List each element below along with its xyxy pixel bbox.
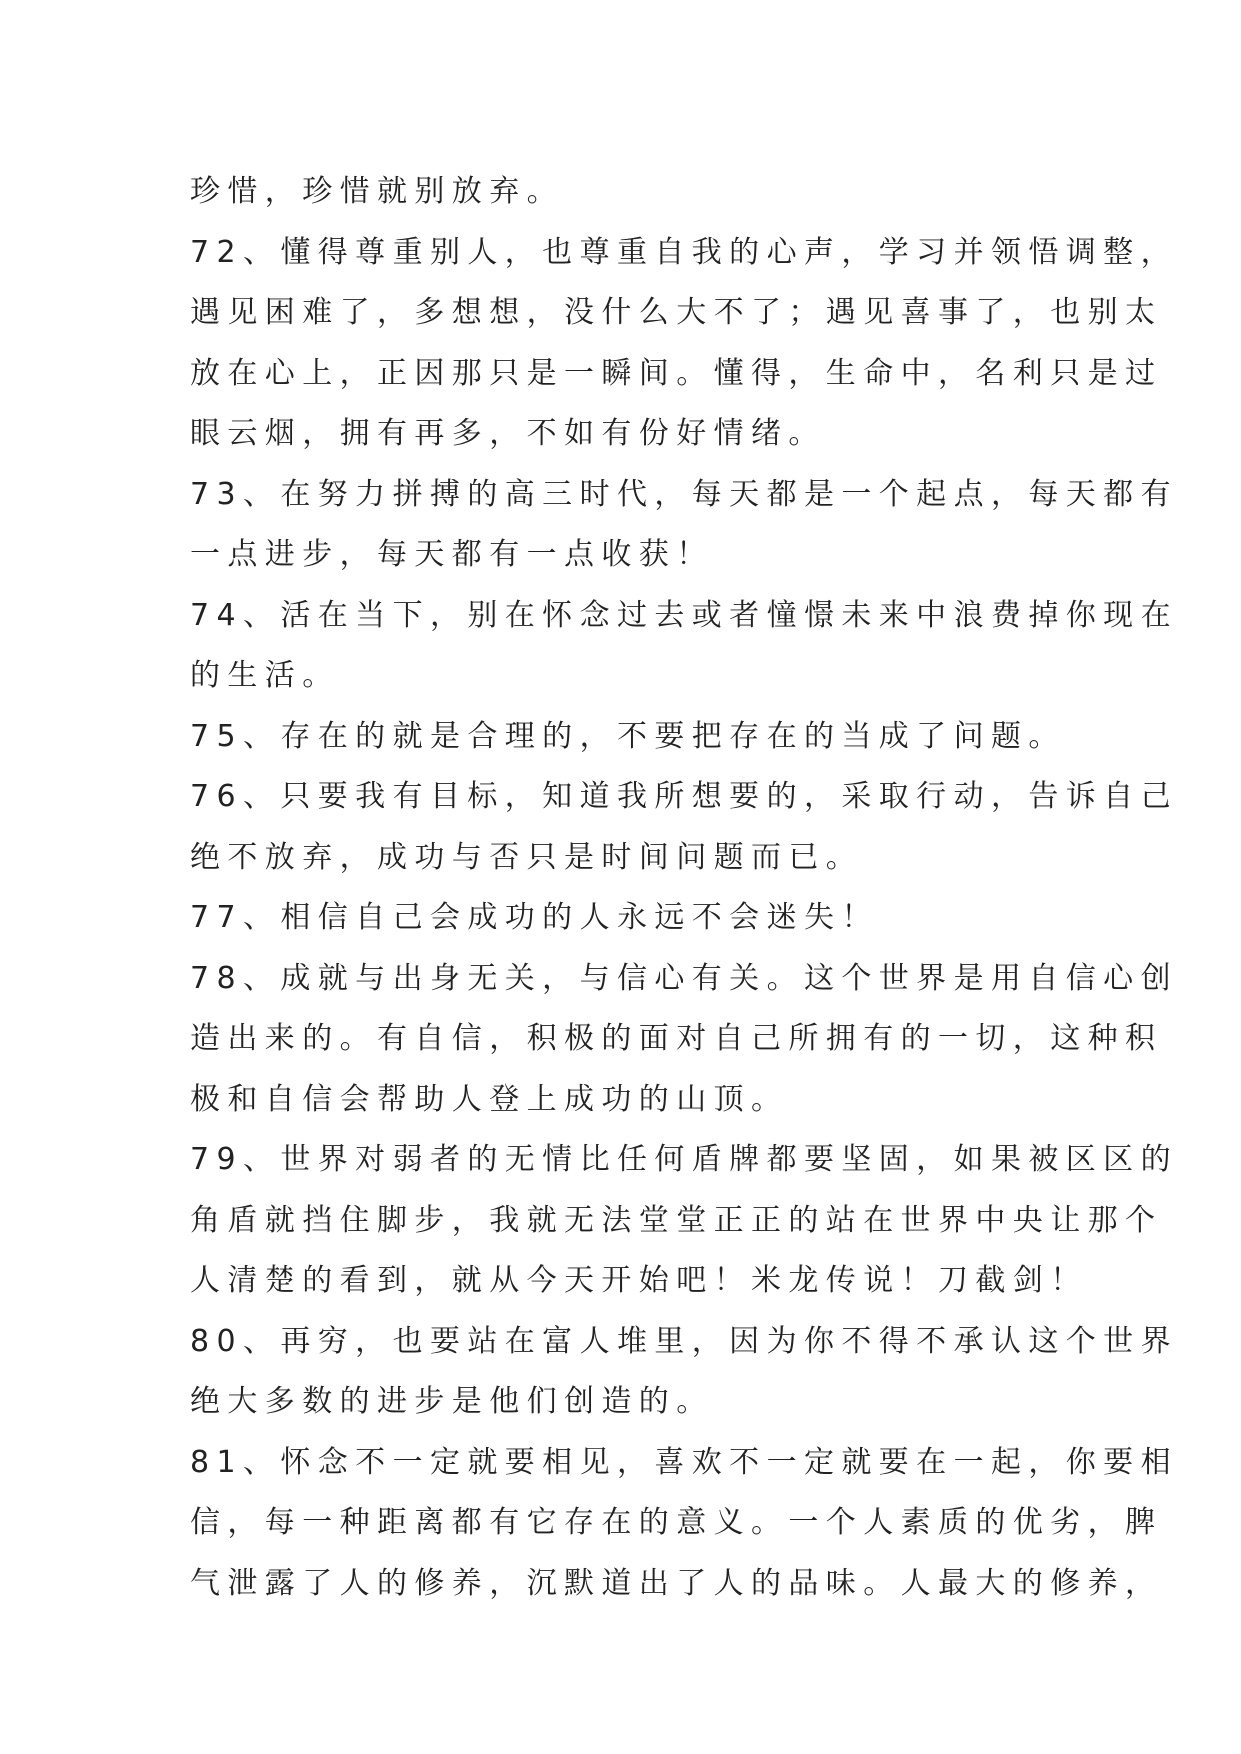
text-line: 73、在努力拼搏的高三时代，每天都是一个起点，每天都有 — [190, 476, 1178, 512]
text-line: 74、活在当下，别在怀念过去或者憧憬未来中浪费掉你现在 — [190, 597, 1178, 633]
text-line: 绝大多数的进步是他们创造的。 — [190, 1384, 714, 1419]
text-line: 放在心上，正因那只是一瞬间。懂得，生命中，名利只是过 — [190, 355, 1163, 391]
text-line: 72、懂得尊重别人，也尊重自我的心声，学习并领悟调整， — [190, 234, 1178, 270]
text-line: 珍惜，珍惜就别放弃。 — [190, 174, 564, 209]
text-line: 信，每一种距离都有它存在的意义。一个人素质的优劣，脾 — [190, 1505, 1163, 1540]
text-line: 75、存在的就是合理的，不要把存在的当成了问题。 — [190, 718, 1066, 754]
text-line: 遇见困难了，多想想，没什么大不了；遇见喜事了，也别太 — [190, 295, 1163, 330]
text-line: 人清楚的看到，就从今天开始吧！米龙传说！刀截剑！ — [190, 1263, 1088, 1298]
text-line: 绝不放弃，成功与否只是时间问题而已。 — [190, 839, 864, 875]
text-line: 79、世界对弱者的无情比任何盾牌都要坚固，如果被区区的 — [190, 1142, 1178, 1177]
text-line: 78、成就与出身无关，与信心有关。这个世界是用自信心创 — [190, 960, 1178, 996]
text-line: 的生活。 — [190, 658, 340, 693]
text-line: 角盾就挡住脚步，我就无法堂堂正正的站在世界中央让那个 — [190, 1202, 1163, 1238]
text-line: 81、怀念不一定就要相见，喜欢不一定就要在一起，你要相 — [190, 1444, 1178, 1480]
text-line: 气泄露了人的修养，沉默道出了人的品味。人最大的修养， — [190, 1565, 1163, 1601]
text-line: 造出来的。有自信，积极的面对自己所拥有的一切，这种积 — [190, 1021, 1163, 1056]
text-line: 77、相信自己会成功的人永远不会迷失！ — [190, 900, 879, 935]
text-line: 80、再穷，也要站在富人堆里，因为你不得不承认这个世界 — [190, 1323, 1178, 1359]
text-line: 极和自信会帮助人登上成功的山顶。 — [190, 1081, 789, 1117]
document-body — [190, 162, 1178, 1614]
text-line: 76、只要我有目标，知道我所想要的，采取行动，告诉自己 — [190, 779, 1178, 814]
text-line: 一点进步，每天都有一点收获！ — [190, 537, 714, 572]
text-line: 眼云烟，拥有再多，不如有份好情绪。 — [190, 416, 826, 451]
